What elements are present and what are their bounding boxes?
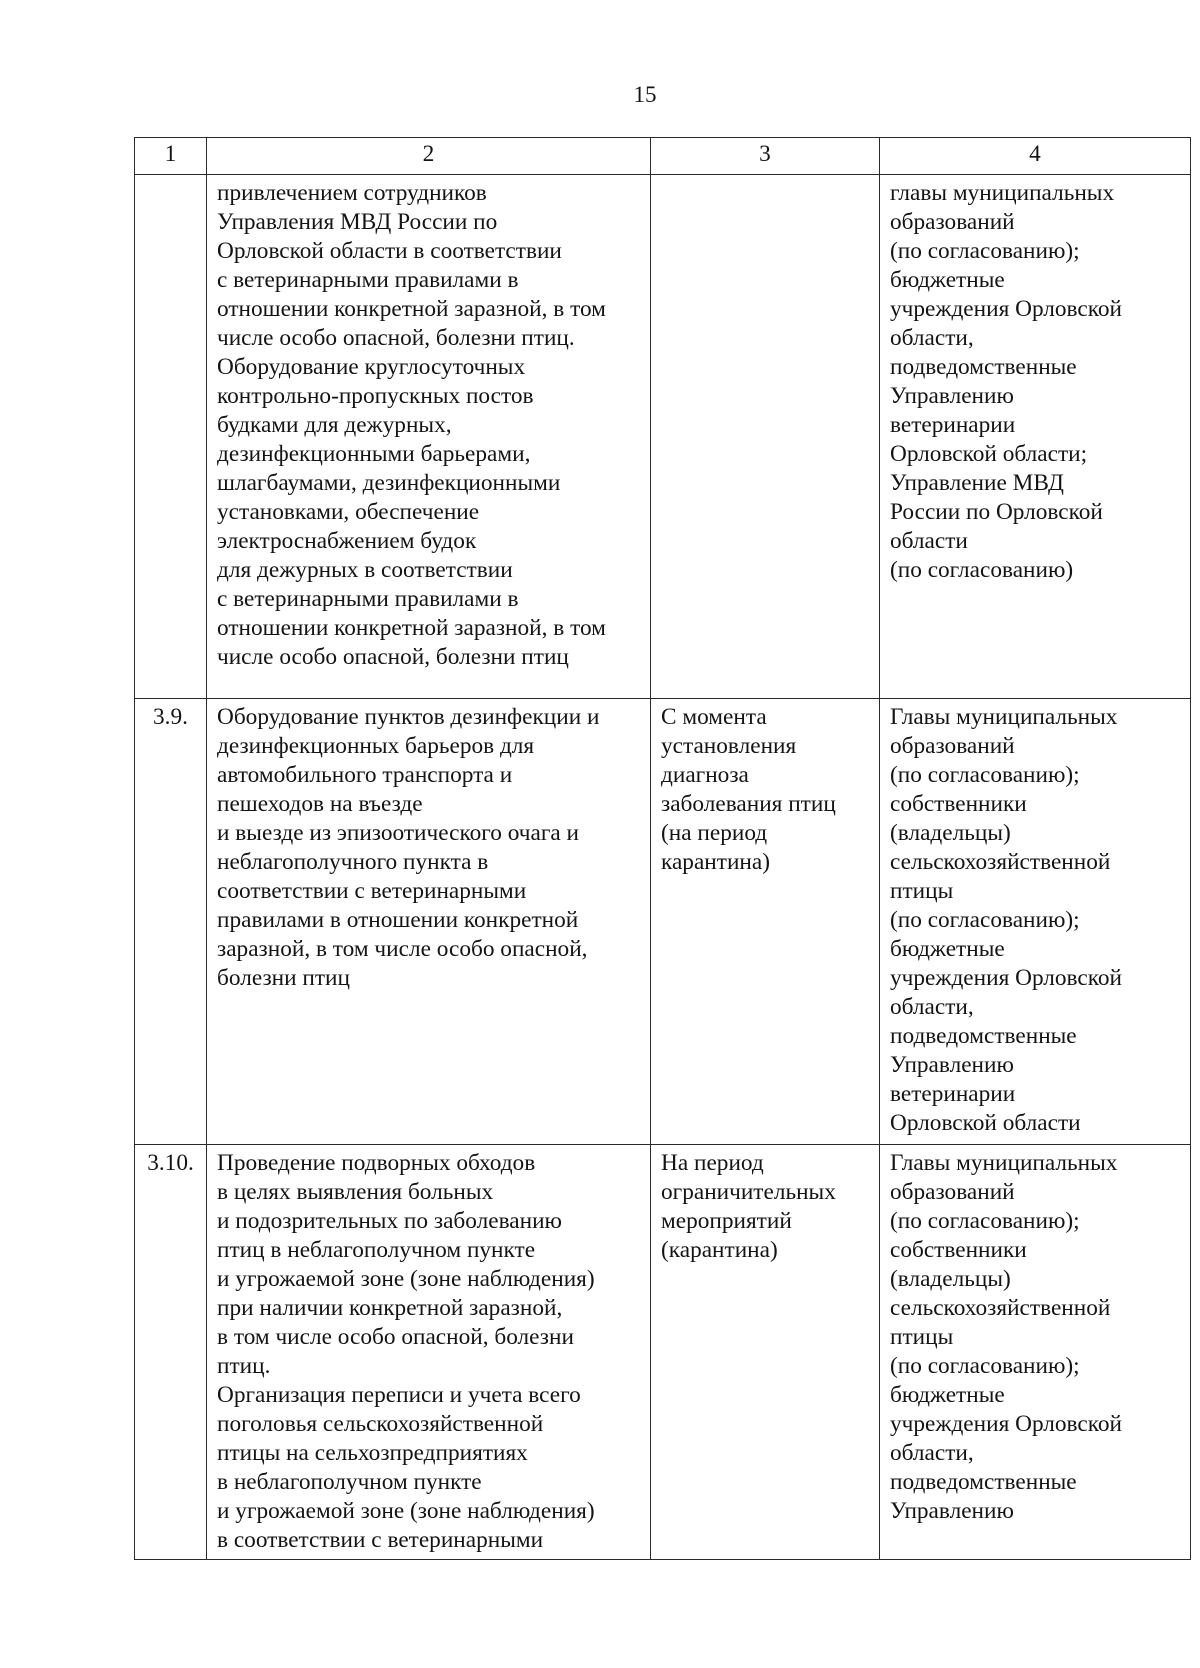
- page-number: 15: [633, 82, 657, 107]
- term-line: (карантина): [661, 1237, 778, 1263]
- table-row: [135, 699, 1191, 1145]
- table-row: [135, 1145, 1191, 1560]
- responsible-line: ветеринарии: [890, 412, 1016, 438]
- header-cell-3: 3: [651, 138, 880, 175]
- description-cell: [207, 699, 651, 1145]
- term-cell: [651, 699, 880, 1145]
- responsible-line: бюджетные: [890, 1382, 1005, 1408]
- description-line: числе особо опасной, болезни птиц.: [217, 325, 575, 351]
- description-line: Оборудование круглосуточных: [217, 354, 526, 380]
- responsible-line: Орловской области;: [890, 441, 1088, 467]
- term-line: (на период: [661, 820, 768, 846]
- description-line: электроснабжением будок: [217, 528, 477, 554]
- description-line: птицы на сельхозпредприятиях: [217, 1440, 528, 1466]
- responsible-line: (владельцы): [890, 820, 1011, 846]
- description-line: дезинфекционными барьерами,: [217, 441, 531, 467]
- responsible-line: (по согласованию): [890, 557, 1074, 583]
- responsible-line: бюджетные: [890, 267, 1005, 293]
- description-line: отношении конкретной заразной, в том: [217, 296, 606, 322]
- description-line: неблагополучного пункта в: [217, 849, 489, 875]
- description-line: автомобильного транспорта и: [217, 762, 513, 788]
- description-line: в неблагополучном пункте: [217, 1469, 482, 1495]
- responsible-line: главы муниципальных: [890, 180, 1115, 206]
- description-line: отношении конкретной заразной, в том: [217, 615, 606, 641]
- description-line: правилами в отношении конкретной: [217, 907, 579, 933]
- header-cell-1: 1: [135, 138, 207, 175]
- responsible-line: России по Орловской: [890, 499, 1103, 525]
- responsible-line: (по согласованию);: [890, 238, 1080, 264]
- description-line: соответствии с ветеринарными: [217, 878, 527, 904]
- description-line: при наличии конкретной заразной,: [217, 1295, 563, 1321]
- description-line: для дежурных в соответствии: [217, 557, 513, 583]
- description-line: и выезде из эпизоотического очага и: [217, 820, 579, 846]
- description-line: с ветеринарными правилами в: [217, 267, 519, 293]
- description-cell: [207, 175, 651, 699]
- responsible-line: учреждения Орловской: [890, 296, 1123, 322]
- description-line: заразной, в том числе особо опасной,: [217, 936, 588, 962]
- description-line: контрольно-пропускных постов: [217, 383, 534, 409]
- responsible-line: Управлению: [890, 1052, 1014, 1078]
- responsible-line: подведомственные: [890, 1023, 1077, 1049]
- responsible-line: сельскохозяйственной: [890, 849, 1111, 875]
- responsible-line: образований: [890, 1179, 1015, 1205]
- responsible-line: Орловской области: [890, 1110, 1081, 1136]
- description-line: будками для дежурных,: [217, 412, 452, 438]
- responsible-line: Управление МВД: [890, 470, 1064, 496]
- term-cell: [651, 175, 880, 699]
- responsible-line: подведомственные: [890, 1469, 1077, 1495]
- description-line: в целях выявления больных: [217, 1179, 494, 1205]
- responsible-cell: [880, 1145, 1191, 1560]
- description-line: дезинфекционных барьеров для: [217, 733, 535, 759]
- row-number-cell: 3.10.: [135, 1145, 207, 1560]
- term-line: диагноза: [661, 762, 749, 788]
- responsible-line: Главы муниципальных: [890, 704, 1118, 730]
- description-line: птиц.: [217, 1353, 271, 1379]
- responsible-line: Главы муниципальных: [890, 1150, 1118, 1176]
- responsible-line: образований: [890, 209, 1015, 235]
- description-line: поголовья сельскохозяйственной: [217, 1411, 544, 1437]
- description-line: привлечением сотрудников: [217, 180, 487, 206]
- responsible-cell: [880, 699, 1191, 1145]
- responsible-line: области,: [890, 325, 974, 351]
- description-line: болезни птиц: [217, 965, 350, 991]
- table-header-row: [135, 138, 1191, 175]
- term-line: На период: [661, 1150, 764, 1176]
- row-number-cell: [135, 175, 207, 699]
- term-line: мероприятий: [661, 1208, 792, 1234]
- description-line: в том числе особо опасной, болезни: [217, 1324, 574, 1350]
- description-line: пешеходов на въезде: [217, 791, 423, 817]
- responsible-line: (по согласованию);: [890, 762, 1080, 788]
- description-line: числе особо опасной, болезни птиц: [217, 644, 569, 670]
- description-line: Организация переписи и учета всего: [217, 1382, 581, 1408]
- table-row: [135, 175, 1191, 699]
- description-cell: [207, 1145, 651, 1560]
- description-line: Оборудование пунктов дезинфекции и: [217, 704, 600, 730]
- responsible-line: области,: [890, 1440, 974, 1466]
- description-line: Орловской области в соответствии: [217, 238, 562, 264]
- description-line: птиц в неблагополучном пункте: [217, 1237, 536, 1263]
- responsible-line: ветеринарии: [890, 1081, 1016, 1107]
- responsible-line: образований: [890, 733, 1015, 759]
- description-line: и угрожаемой зоне (зоне наблюдения): [217, 1266, 595, 1292]
- responsible-line: области: [890, 528, 968, 554]
- description-line: и подозрительных по заболеванию: [217, 1208, 562, 1234]
- header-cell-4: 4: [880, 138, 1191, 175]
- responsible-line: птицы: [890, 878, 954, 904]
- term-cell: [651, 1145, 880, 1560]
- responsible-line: (по согласованию);: [890, 1208, 1080, 1234]
- term-line: заболевания птиц: [661, 791, 836, 817]
- responsible-line: Управлению: [890, 1498, 1014, 1524]
- responsible-line: учреждения Орловской: [890, 965, 1123, 991]
- responsible-cell: [880, 175, 1191, 699]
- description-line: и угрожаемой зоне (зоне наблюдения): [217, 1498, 595, 1524]
- header-cell-2: 2: [207, 138, 651, 175]
- responsible-line: (владельцы): [890, 1266, 1011, 1292]
- responsible-line: учреждения Орловской: [890, 1411, 1123, 1437]
- term-line: установления: [661, 733, 797, 759]
- description-line: в соответствии с ветеринарными: [217, 1527, 544, 1553]
- term-line: С момента: [661, 704, 767, 730]
- measures-table: [134, 137, 1191, 1560]
- responsible-line: области,: [890, 994, 974, 1020]
- term-line: карантина): [661, 849, 770, 875]
- responsible-line: бюджетные: [890, 936, 1005, 962]
- description-line: установками, обеспечение: [217, 499, 480, 525]
- responsible-line: сельскохозяйственной: [890, 1295, 1111, 1321]
- description-line: с ветеринарными правилами в: [217, 586, 519, 612]
- description-line: Проведение подворных обходов: [217, 1150, 536, 1176]
- description-line: шлагбаумами, дезинфекционными: [217, 470, 561, 496]
- term-line: ограничительных: [661, 1179, 836, 1205]
- responsible-line: (по согласованию);: [890, 1353, 1080, 1379]
- responsible-line: собственники: [890, 1237, 1027, 1263]
- responsible-line: подведомственные: [890, 354, 1077, 380]
- responsible-line: птицы: [890, 1324, 954, 1350]
- description-line: Управления МВД России по: [217, 209, 498, 235]
- responsible-line: (по согласованию);: [890, 907, 1080, 933]
- responsible-line: собственники: [890, 791, 1027, 817]
- responsible-line: Управлению: [890, 383, 1014, 409]
- row-number-cell: 3.9.: [135, 699, 207, 1145]
